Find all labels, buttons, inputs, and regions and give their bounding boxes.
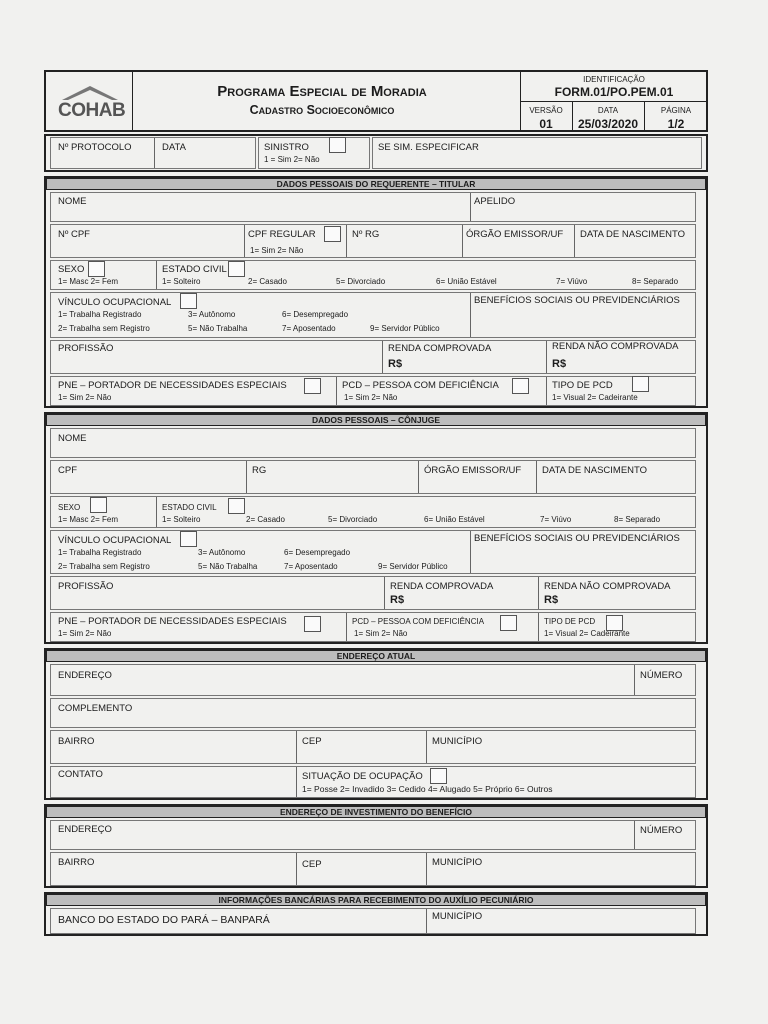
titular-tipo-pcd-label: TIPO DE PCD	[552, 380, 613, 391]
titular-ec-6: 6= União Estável	[436, 277, 497, 286]
investimento-endereco-field[interactable]: ENDEREÇO	[58, 824, 112, 835]
bancarias-municipio-field[interactable]: MUNICÍPIO	[432, 911, 483, 922]
pagina-label: PÁGINA	[660, 106, 692, 115]
conjuge-renda-nao-comp-currency[interactable]: R$	[544, 594, 559, 606]
identificacao-label: IDENTIFICAÇÃO	[583, 75, 645, 84]
titular-renda-nao-comp-currency[interactable]: R$	[552, 358, 567, 370]
titular-sexo-label: SEXO	[58, 264, 85, 275]
conjuge-v-2: 2= Trabalha sem Registro	[58, 562, 150, 571]
form-subtitle: Cadastro Socioeconômico	[249, 103, 395, 117]
titular-ec-8: 8= Separado	[632, 277, 679, 286]
titular-cpf-field[interactable]: Nº CPF	[58, 229, 90, 240]
conjuge-tipo-pcd-options: 1= Visual 2= Cadeirante	[544, 629, 630, 638]
titular-cpf-regular-label: CPF REGULAR	[248, 229, 316, 240]
conjuge-pne-checkbox[interactable]	[304, 616, 321, 632]
titular-v-6: 6= Desempregado	[282, 310, 349, 319]
endereco-numero-field[interactable]: NÚMERO	[640, 670, 683, 681]
titular-orgao-field[interactable]: ÓRGÃO EMISSOR/UF	[466, 229, 564, 240]
titular-cpf-regular-options: 1= Sim 2= Não	[250, 246, 304, 255]
titular-v-9: 9= Servidor Público	[370, 324, 440, 333]
titular-tipo-pcd-options: 1= Visual 2= Cadeirante	[552, 393, 638, 402]
versao-value: 01	[539, 117, 553, 131]
titular-pcd-checkbox[interactable]	[512, 378, 529, 394]
conjuge-sexo-options: 1= Masc 2= Fem	[58, 515, 119, 524]
titular-vinculo-label: VÍNCULO OCUPACIONAL	[58, 297, 172, 308]
titular-pne-options: 1= Sim 2= Não	[58, 393, 112, 402]
endereco-complemento-field[interactable]: COMPLEMENTO	[58, 703, 133, 714]
titular-pne-checkbox[interactable]	[304, 378, 321, 394]
sinistro-label: SINISTRO	[264, 142, 309, 153]
conjuge-ec-2: 2= Casado	[246, 515, 285, 524]
endereco-municipio-field[interactable]: MUNICÍPIO	[432, 736, 483, 747]
conjuge-sexo-checkbox[interactable]	[90, 497, 107, 513]
conjuge-v-9: 9= Servidor Público	[378, 562, 448, 571]
conjuge-ec-1: 1= Solteiro	[162, 515, 201, 524]
conjuge-estado-civil-label: ESTADO CIVIL	[162, 503, 217, 512]
conjuge-v-1: 1= Trabalha Registrado	[58, 548, 142, 557]
titular-v-1: 1= Trabalha Registrado	[58, 310, 142, 319]
titular-apelido-field[interactable]: APELIDO	[474, 196, 516, 207]
titular-ec-7: 7= Viúvo	[556, 277, 588, 286]
conjuge-ec-7: 7= Viúvo	[540, 515, 572, 524]
conjuge-pcd-checkbox[interactable]	[500, 615, 517, 631]
conjuge-rg-field[interactable]: RG	[252, 465, 267, 476]
conjuge-beneficios-field[interactable]: BENEFÍCIOS SOCIAIS OU PREVIDENCIÁRIOS	[474, 533, 680, 544]
conjuge-pcd-label: PCD – PESSOA COM DEFICIÊNCIA	[352, 617, 485, 626]
conjuge-pcd-options: 1= Sim 2= Não	[354, 629, 408, 638]
titular-ec-5: 5= Divorciado	[336, 277, 386, 286]
titular-pcd-options: 1= Sim 2= Não	[344, 393, 398, 402]
titular-v-2: 2= Trabalha sem Registro	[58, 324, 150, 333]
conjuge-renda-comp-currency[interactable]: R$	[390, 594, 405, 606]
conjuge-estado-civil-checkbox[interactable]	[228, 498, 245, 514]
titular-pne-label: PNE – PORTADOR DE NECESSIDADES ESPECIAIS	[58, 380, 287, 391]
titular-nascimento-field[interactable]: DATA DE NASCIMENTO	[580, 229, 686, 240]
situacao-ocupacao-checkbox[interactable]	[430, 768, 447, 784]
endereco-contato-field[interactable]: CONTATO	[58, 769, 103, 780]
conjuge-ec-5: 5= Divorciado	[328, 515, 378, 524]
conjuge-ec-6: 6= União Estável	[424, 515, 485, 524]
versao-label: VERSÃO	[529, 106, 563, 115]
identificacao-value: FORM.01/PO.PEM.01	[554, 85, 674, 99]
protocolo-data-field[interactable]: DATA	[162, 142, 186, 153]
conjuge-nome-field[interactable]: NOME	[58, 433, 87, 444]
investimento-municipio-field[interactable]: MUNICÍPIO	[432, 857, 483, 868]
sinistro-checkbox[interactable]	[329, 137, 346, 153]
titular-vinculo-checkbox[interactable]	[180, 293, 197, 309]
form-sheet	[44, 70, 708, 936]
titular-profissao-field[interactable]: PROFISSÃO	[58, 343, 114, 354]
conjuge-vinculo-checkbox[interactable]	[180, 531, 197, 547]
investimento-numero-field[interactable]: NÚMERO	[640, 825, 683, 836]
titular-header: DADOS PESSOAIS DO REQUERENTE – TITULAR	[46, 178, 706, 190]
titular-renda-comp-label: RENDA COMPROVADA	[388, 343, 492, 354]
bancarias-header: INFORMAÇÕES BANCÁRIAS PARA RECEBIMENTO DO AUXÍLIO PECUNIÁRIO	[46, 894, 706, 906]
titular-cpf-regular-checkbox[interactable]	[324, 226, 341, 242]
cohab-logo	[52, 84, 128, 124]
conjuge-v-7: 7= Aposentado	[284, 562, 338, 571]
titular-v-5: 5= Não Trabalha	[188, 324, 248, 333]
sinistro-options: 1 = Sim 2= Não	[264, 155, 320, 164]
titular-v-3: 3= Autônomo	[188, 310, 236, 319]
titular-tipo-pcd-checkbox[interactable]	[632, 376, 649, 392]
titular-v-7: 7= Aposentado	[282, 324, 336, 333]
conjuge-orgao-field[interactable]: ÓRGÃO EMISSOR/UF	[424, 465, 522, 476]
endereco-header: ENDEREÇO ATUAL	[46, 650, 706, 662]
endereco-cep-field[interactable]: CEP	[302, 736, 322, 747]
titular-renda-nao-comp-label: RENDA NÃO COMPROVADA	[552, 341, 679, 352]
titular-pcd-label: PCD – PESSOA COM DEFICIÊNCIA	[342, 380, 499, 391]
conjuge-vinculo-label: VÍNCULO OCUPACIONAL	[58, 535, 172, 546]
conjuge-cpf-field[interactable]: CPF	[58, 465, 77, 476]
conjuge-nascimento-field[interactable]: DATA DE NASCIMENTO	[542, 465, 648, 476]
banco-field[interactable]: BANCO DO ESTADO DO PARÁ – BANPARÁ	[58, 914, 270, 926]
titular-rg-field[interactable]: Nº RG	[352, 229, 380, 240]
conjuge-ec-8: 8= Separado	[614, 515, 661, 524]
conjuge-tipo-pcd-label: TIPO DE PCD	[544, 617, 596, 626]
conjuge-pne-label: PNE – PORTADOR DE NECESSIDADES ESPECIAIS	[58, 616, 287, 627]
situacao-ocupacao-options: 1= Posse 2= Invadido 3= Cedido 4= Alugado 5= Próprio 6= Outros	[302, 784, 553, 794]
titular-beneficios-field[interactable]: BENEFÍCIOS SOCIAIS OU PREVIDENCIÁRIOS	[474, 295, 680, 306]
conjuge-v-3: 3= Autônomo	[198, 548, 246, 557]
protocolo-field[interactable]: Nº PROTOCOLO	[58, 142, 132, 153]
endereco-bairro-field[interactable]: BAIRRO	[58, 736, 95, 747]
conjuge-v-6: 6= Desempregado	[284, 548, 351, 557]
conjuge-renda-nao-comp-label: RENDA NÃO COMPROVADA	[544, 581, 671, 592]
conjuge-pne-options: 1= Sim 2= Não	[58, 629, 112, 638]
titular-renda-comp-currency[interactable]: R$	[388, 358, 403, 370]
data-value: 25/03/2020	[577, 117, 639, 131]
conjuge-sexo-label: SEXO	[58, 503, 81, 512]
data-label: DATA	[597, 106, 619, 115]
titular-nome-field[interactable]: NOME	[58, 196, 87, 207]
pagina-value: 1/2	[667, 117, 685, 131]
titular-sexo-options: 1= Masc 2= Fem	[58, 277, 119, 286]
investimento-cep-field[interactable]: CEP	[302, 859, 322, 870]
investimento-header: ENDEREÇO DE INVESTIMENTO DO BENEFÍCIO	[46, 806, 706, 818]
conjuge-header: DADOS PESSOAIS – CÔNJUGE	[46, 414, 706, 426]
logo-text: COHAB	[58, 100, 126, 121]
investimento-bairro-field[interactable]: BAIRRO	[58, 857, 95, 868]
titular-sexo-checkbox[interactable]	[88, 261, 105, 277]
titular-ec-2: 2= Casado	[248, 277, 287, 286]
conjuge-v-5: 5= Não Trabalha	[198, 562, 258, 571]
titular-estado-civil-checkbox[interactable]	[228, 261, 245, 277]
conjuge-profissao-field[interactable]: PROFISSÃO	[58, 581, 114, 592]
titular-estado-civil-label: ESTADO CIVIL	[162, 264, 227, 275]
situacao-ocupacao-label: SITUAÇÃO DE OCUPAÇÃO	[302, 771, 423, 782]
form-title: Programa Especial de Moradia	[217, 83, 427, 100]
conjuge-renda-comp-label: RENDA COMPROVADA	[390, 581, 494, 592]
endereco-field[interactable]: ENDEREÇO	[58, 670, 112, 681]
titular-ec-1: 1= Solteiro	[162, 277, 201, 286]
especificar-field[interactable]: SE SIM. ESPECIFICAR	[378, 142, 479, 153]
